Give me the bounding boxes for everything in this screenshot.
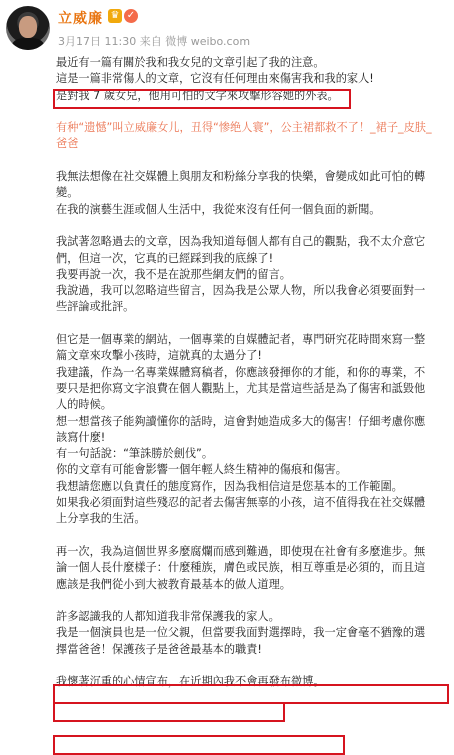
verified-badge-icon: ✓ [124,9,138,23]
article-link[interactable]: 爸爸 [56,137,79,151]
post-text-line: 許多認識我的人都知道我非常保護我的家人。 [56,610,280,624]
post-source: 微博 weibo.com [165,35,251,48]
post-text-line: 是對我 7 歲女兒，他用可怕的文字來攻擊形容她的外表。 [56,88,339,102]
post-text-line: 但它是一個專業的網站，一個專業的自媒體記者，專門研究花時間來寫一整 [56,333,426,347]
post-time: 11:30 [104,35,137,48]
post-body [56,55,448,691]
paragraph-gap [56,528,448,544]
post-meta [58,33,250,49]
post-text-line: 些評論或批評。 [56,300,135,314]
post-text-line: 應該是我們從小到大被教育最基本的做人道理。 [56,577,291,591]
post-text-line: 論一個人長什麼樣子：什麼種族，膚色或民族，相互尊重是必須的，而且這 [56,561,426,575]
paragraph-gap [56,218,448,234]
post-text-line: 我想請您應以負責任的態度寫作，因為我相信這是您基本的工作範圍。 [56,479,403,493]
article-link[interactable]: 有种“遗憾”叫立威廉女儿，丑得“惨绝人寰”，公主裙都救不了！_裙子_皮肤_ [56,121,432,135]
author-name[interactable]: 立威廉 [58,11,103,27]
paragraph-gap [56,316,448,332]
post-text-line: 上分享我的生活。 [56,512,146,526]
post-text-line: 我懷著沉重的心情宣布，在近期內我不會再發布微博。 [56,675,325,689]
vip-crown-icon: ♛ [108,9,122,23]
post-text-line: 想一想當孩子能夠讀懂你的話時，這會對她造成多大的傷害！仔細考慮你應 [56,414,426,428]
post-date[interactable]: 3月17日 [58,35,101,48]
paragraph-gap [56,104,448,120]
post-text-line: 要只是把你寫文字浪費在個人觀點上，尤其是當這些話是為了傷害和詆毀他 [56,381,426,395]
highlight-box [53,735,345,755]
post-text-line: 這是一篇非常傷人的文章，它沒有任何理由來傷害我和我的家人! [56,72,374,86]
paragraph-gap [56,593,448,609]
post-text-line: 我說過，我可以忽略這些留言，因為我是公眾人物，所以我會必須要面對一 [56,284,426,298]
post-text-line: 有一句話說：“筆誅勝於劍伐”。 [56,447,214,461]
post-text-line: 變。 [56,186,79,200]
post-text-line: 我是一個演員也是一位父親，但當要我面對選擇時，我一定會毫不猶豫的選 [56,626,426,640]
post-text-line: 們，但這一次，它真的已經踩到我的底線了! [56,251,274,265]
post-text-line: 我要再說一次，我不是在說那些網友們的留言。 [56,267,291,281]
post-text-line: 篇文章來攻擊小孩時，這就真的太過分了! [56,349,262,363]
post-text-line: 最近有一篇有關於我和我女兒的文章引起了我的注意。 [56,56,325,69]
post-text-line: 我建議，作為一名專業媒體寫稿者，你應該發揮你的才能，和你的專業，不 [56,365,426,379]
paragraph-gap [56,153,448,169]
avatar[interactable] [6,6,50,50]
post-header [0,0,454,54]
post-text-line: 你的文章有可能會影響一個年輕人終生精神的傷痕和傷害。 [56,463,347,477]
post-text-line: 如果我必須面對這些殘忍的記者去傷害無辜的小孩，這不值得我在社交媒體 [56,496,426,510]
post-text-line: 我試著忽略過去的文章，因為我知道每個人都有自己的觀點，我不太介意它 [56,235,426,249]
paragraph-gap [56,658,448,674]
post-text-line: 該寫什麼! [56,430,106,444]
post-text-line: 我無法想像在社交媒體上與朋友和粉絲分享我的快樂，會變成如此可怕的轉 [56,170,426,184]
post-text-line: 在我的演藝生涯或個人生活中，我從來沒有任何一個負面的新聞。 [56,202,381,216]
post-text-line: 擇當爸爸！保護孩子是爸爸最基本的職責! [56,642,262,656]
highlight-box [53,702,285,722]
post-via: 来自 [139,35,162,48]
post-text-line: 再一次，我為這個世界多麼腐爛而感到難過，即使現在社會有多麼進步。無 [56,544,426,558]
post-text-line: 人的時候。 [56,398,112,412]
